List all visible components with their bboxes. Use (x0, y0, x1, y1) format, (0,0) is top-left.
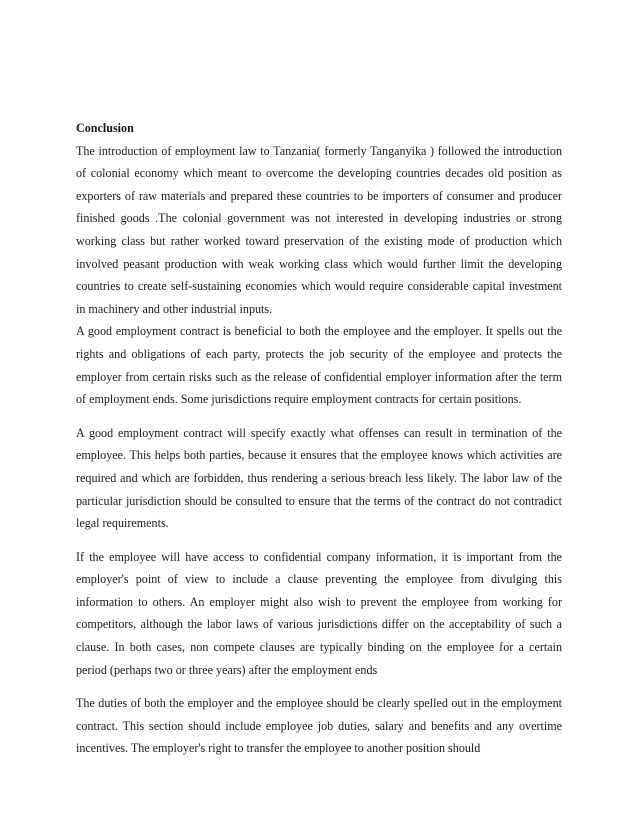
paragraph-duties: The duties of both the employer and the employee should be clearly spelled out in the employment contract. This section should include employee job duties, salary and benefits and any overtime incentives. The employer's right to transfer the employee to another position should (76, 696, 562, 756)
paragraph-contract-benefits: A good employment contract is beneficial to both the employee and the employer. It spells out the rights and obligations of each party, protects the job security of the employee and protects the employer from certain risks such as the release of confidential employer information after the term of employment ends. Some jurisdictions require employment contracts for certain positions. (76, 324, 562, 407)
paragraph-termination: A good employment contract will specify exactly what offenses can result in termination of the employee. This helps both parties, because it ensures that the employee knows which activities are required and which are forbidden, thus rendering a serious breach less likely. The labor law of the particular jurisdiction should be consulted to ensure that the terms of the contract do not contradict legal requirements. (76, 425, 562, 531)
paragraph-confidentiality: If the employee will have access to confidential company information, it is important from the employer's point of view to include a clause preventing the employee from divulging this information to others. An employer might also wish to prevent the employee from working for competitors, although the labor laws of various jurisdictions differ on the acceptability of such a clause. In both cases, non compete clauses are typically binding on the employee for a certain period (perhaps two or three years) after the employment ends (76, 549, 562, 677)
paragraph-colonial-history: The introduction of employment law to Tanzania( formerly Tanganyika ) followed the introduction of colonial economy which meant to overcome the developing countries decades old position as exporters of raw materials and prepared these countries to be importers of consumer and producer finished goods .The colonial government was not interested in developing industries or strong working class but rather worked toward preservation of the existing mode of production which involved peasant production with weak working class which would further limit the developing countries to create self-sustaining economies which would require considerable capital investment in machinery and other industrial inputs. (76, 143, 562, 316)
section-heading: Conclusion (76, 121, 134, 135)
